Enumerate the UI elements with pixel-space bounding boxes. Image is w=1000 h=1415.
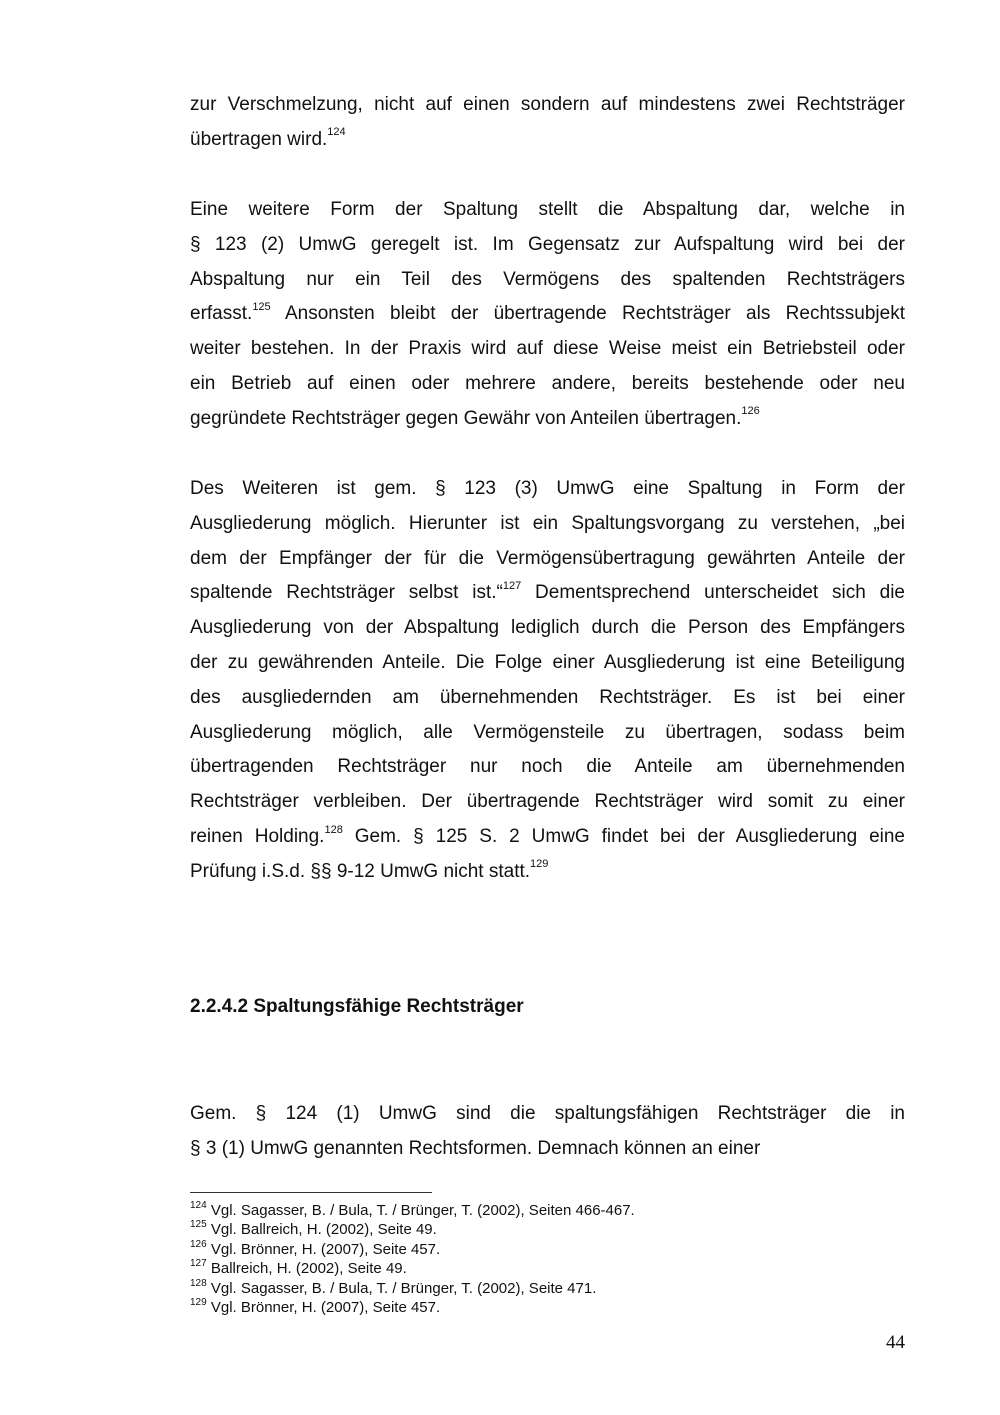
line-text: übertragenden Rechtsträger nur noch die Anteile am übernehmenden: [190, 756, 905, 778]
line-text: Rechtsträger verbleiben. Der übertragende Rechtsträger wird somit zu einer: [190, 791, 905, 813]
text-line: [190, 1132, 905, 1167]
text-line: [190, 228, 905, 263]
line-text-continuation: Ansonsten bleibt der übertragende Rechtsträger als Rechtssubjekt: [270, 303, 905, 325]
footnote-item: [190, 1279, 905, 1298]
line-text: Ausgliederung von der Abspaltung lediglich durch die Person des Empfängers: [190, 617, 905, 639]
footnote-text: Vgl. Sagasser, B. / Bula, T. / Brünger, T. (2002), Seite 471.: [210, 1279, 597, 1297]
text-line: [190, 123, 905, 158]
line-text: der zu gewährenden Anteile. Die Folge einer Ausgliederung ist eine Beteiligung: [190, 651, 905, 673]
text-line: [190, 507, 905, 542]
text-line: [190, 611, 905, 646]
line-text: weiter bestehen. In der Praxis wird auf diese Weise meist ein Betriebsteil oder: [190, 338, 905, 360]
text-line: [190, 576, 905, 611]
line-text: Abspaltung nur ein Teil des Vermögens des spaltenden Rechtsträgers: [190, 268, 905, 290]
footnote-separator: [190, 1192, 432, 1193]
line-text: Prüfung i.S.d. §§ 9-12 UmwG nicht statt.: [190, 860, 531, 882]
line-text: gegründete Rechtsträger gegen Gewähr von Anteilen übertragen.: [190, 407, 742, 429]
text-line: [190, 297, 905, 332]
line-text: Des Weiteren ist gem. § 123 (3) UmwG eine Spaltung in Form der: [190, 478, 905, 499]
line-text: § 123 (2) UmwG geregelt ist. Im Gegensatz zur Aufspaltung wird bei der: [190, 233, 905, 255]
line-text: des ausgliedernden am übernehmenden Rechtsträger. Es ist bei einer: [190, 686, 905, 708]
footnotes-list: [190, 1201, 905, 1317]
page-number: 44: [886, 1332, 905, 1353]
footnote-text: Vgl. Ballreich, H. (2002), Seite 49.: [210, 1221, 437, 1239]
line-text: Gem. § 124 (1) UmwG sind die spaltungsfähigen Rechtsträger die in: [190, 1103, 905, 1124]
footnote-reference[interactable]: 127: [502, 580, 522, 593]
paragraph-4: [190, 1097, 905, 1167]
paragraph-1: [190, 88, 905, 158]
text-line: [190, 367, 905, 402]
section-heading: 2.2.4.2 Spaltungsfähige Rechtsträger: [190, 996, 524, 1017]
footnote-number: 129: [190, 1297, 207, 1309]
text-line: [190, 785, 905, 820]
text-line: [190, 750, 905, 785]
text-line: [190, 472, 905, 507]
paragraph-3: [190, 472, 905, 890]
footnote-number: 126: [190, 1238, 207, 1250]
footnote-reference[interactable]: 128: [324, 823, 343, 836]
text-line: [190, 402, 905, 437]
footnote-reference[interactable]: 126: [741, 405, 760, 418]
footnote-item: [190, 1259, 905, 1278]
line-text: dem der Empfänger der für die Vermögensübertragung gewährten Anteile der: [190, 547, 905, 569]
text-line: [190, 681, 905, 716]
text-line: [190, 820, 905, 855]
text-line: [190, 1097, 905, 1132]
line-text: spaltende Rechtsträger selbst ist.“: [190, 582, 503, 604]
footnote-text: Vgl. Sagasser, B. / Bula, T. / Brünger, T. (2002), Seiten 466-467.: [210, 1202, 635, 1219]
text-line: [190, 646, 905, 681]
footnote-text: Vgl. Brönner, H. (2007), Seite 457.: [210, 1299, 441, 1317]
line-text: zur Verschmelzung, nicht auf einen sondern auf mindestens zwei Rechtsträger: [190, 94, 905, 115]
line-text: Eine weitere Form der Spaltung stellt die Abspaltung dar, welche in: [190, 199, 905, 220]
text-line: [190, 193, 905, 228]
line-text-continuation: Dementsprechend unterscheidet sich die: [521, 582, 905, 604]
footnote-reference[interactable]: 124: [327, 126, 346, 139]
footnote-number: 127: [190, 1258, 207, 1270]
footnote-item: [190, 1201, 905, 1220]
line-text: § 3 (1) UmwG genannten Rechtsformen. Demnach können an einer: [190, 1137, 761, 1159]
footnote-number: 128: [190, 1277, 207, 1289]
footnote-text: Ballreich, H. (2002), Seite 49.: [210, 1260, 407, 1278]
footnote-reference[interactable]: 129: [530, 858, 549, 871]
footnote-item: [190, 1220, 905, 1239]
line-text: ein Betrieb auf einen oder mehrere andere, bereits bestehende oder neu: [190, 372, 905, 394]
footnote-number: 125: [190, 1219, 207, 1231]
footnote-text: Vgl. Brönner, H. (2007), Seite 457.: [210, 1240, 441, 1258]
footnote-number: 124: [190, 1200, 207, 1211]
text-line: [190, 542, 905, 577]
text-line: [190, 88, 905, 123]
footnote-item: [190, 1298, 905, 1317]
text-line: [190, 263, 905, 298]
paragraph-2: [190, 193, 905, 437]
text-line: [190, 855, 905, 890]
line-text: Ausgliederung möglich, alle Vermögensteile zu übertragen, sodass beim: [190, 721, 905, 743]
text-line: [190, 332, 905, 367]
footnote-reference[interactable]: 125: [252, 301, 271, 314]
line-text: übertragen wird.: [190, 128, 328, 150]
line-text: erfasst.: [190, 303, 253, 325]
line-text: reinen Holding.: [190, 825, 325, 847]
footnote-item: [190, 1240, 905, 1259]
text-line: [190, 716, 905, 751]
line-text: Ausgliederung möglich. Hierunter ist ein Spaltungsvorgang zu verstehen, „bei: [190, 512, 905, 534]
line-text-continuation: Gem. § 125 S. 2 UmwG findet bei der Ausgliederung eine: [342, 825, 906, 847]
